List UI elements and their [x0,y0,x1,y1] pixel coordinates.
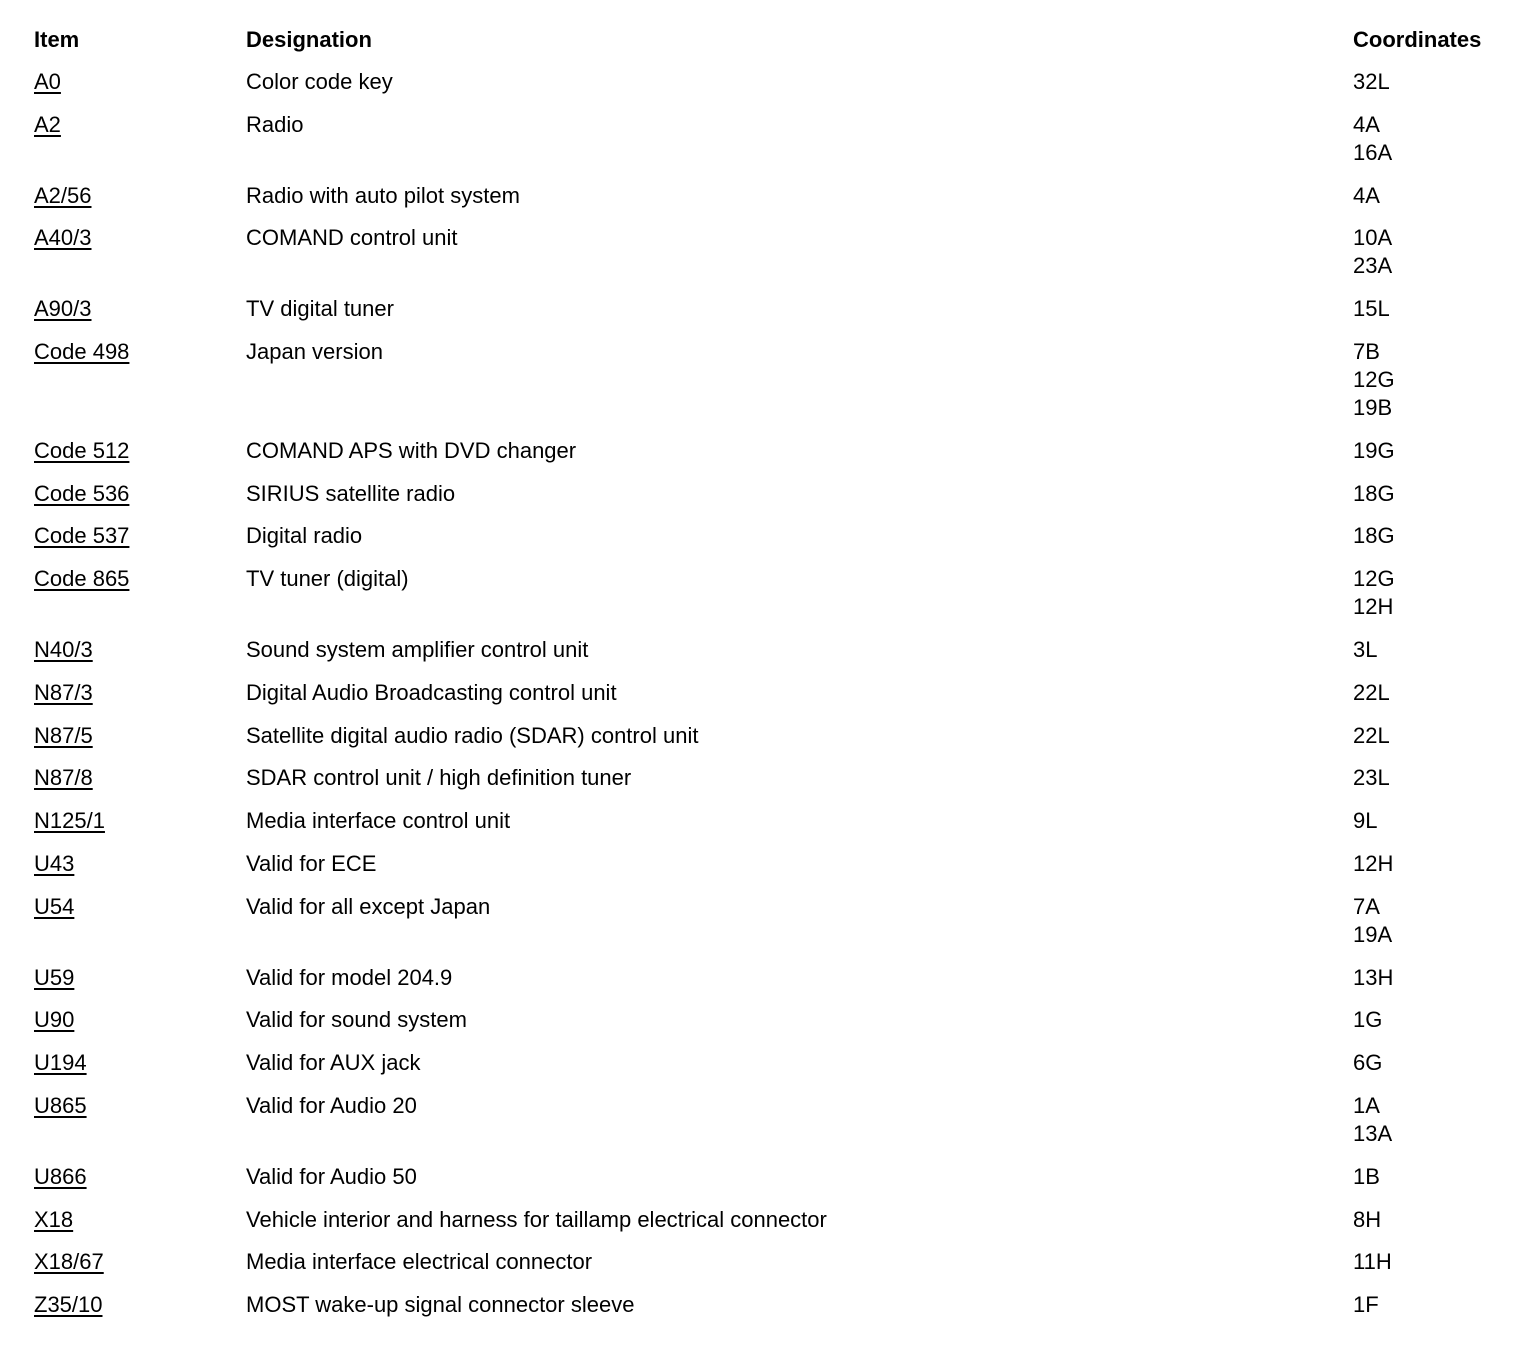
table-row [34,338,1513,437]
coordinate-value: 19B [1353,394,1393,420]
designation-cell: Valid for Audio 20 [246,1092,417,1118]
table-row [34,1291,1513,1334]
designation-cell: Japan version [246,338,383,364]
item-link[interactable]: N40/3 [34,636,93,662]
item-cell [34,1049,246,1092]
item-cell [34,893,246,964]
item-cell [34,850,246,893]
item-cell [34,764,246,807]
item-link[interactable]: Code 537 [34,523,130,549]
designation-cell: Digital Audio Broadcasting control unit [246,679,617,705]
coordinates-column-header: Coordinates [1353,27,1482,52]
designation-cell: Valid for Audio 50 [246,1163,417,1189]
coordinate-value: 23A [1353,253,1393,279]
table-row [34,1049,1513,1092]
item-cell [34,437,246,480]
item-link[interactable]: Code 865 [34,566,130,592]
coordinate-value: 13H [1353,964,1394,990]
designation-cell: Media interface electrical connector [246,1249,593,1275]
item-cell [34,1206,246,1249]
coordinate-value: 13A [1353,1120,1393,1146]
coordinate-value: 15L [1353,296,1390,322]
table-row [34,437,1513,480]
designation-cell: COMAND control unit [246,225,458,251]
item-cell [34,1248,246,1291]
item-cell [34,68,246,111]
designation-cell: TV tuner (digital) [246,566,409,592]
designation-cell: TV digital tuner [246,296,394,322]
table-row [34,1248,1513,1291]
item-cell [34,480,246,523]
table-row [34,1006,1513,1049]
coordinate-value: 12G [1353,566,1395,592]
coordinate-value: 22L [1353,679,1390,705]
component-legend-table [34,26,1513,1334]
item-cell [34,679,246,722]
item-cell [34,807,246,850]
table-row [34,1092,1513,1163]
coordinate-value: 12G [1353,366,1395,392]
designation-cell: Vehicle interior and harness for taillamp electrical connector [246,1206,827,1232]
coordinates-cell [1353,807,1513,850]
coordinate-value: 10A [1353,225,1393,251]
coordinates-cell [1353,636,1513,679]
table-row [34,636,1513,679]
item-cell [34,111,246,182]
coordinates-cell [1353,480,1513,523]
item-cell [34,722,246,765]
header-row [34,26,1513,68]
table-row [34,295,1513,338]
item-link[interactable]: A90/3 [34,296,92,322]
table-row [34,679,1513,722]
coordinates-cell [1353,1248,1513,1291]
item-link[interactable]: X18 [34,1206,74,1232]
designation-cell: Valid for sound system [246,1007,467,1033]
coordinates-cell [1353,1291,1513,1334]
table-row [34,964,1513,1007]
item-link[interactable]: Z35/10 [34,1292,103,1318]
designation-cell: Satellite digital audio radio (SDAR) control unit [246,722,699,748]
item-link[interactable]: N125/1 [34,808,105,834]
item-cell [34,1163,246,1206]
item-cell [34,565,246,636]
designation-cell: MOST wake-up signal connector sleeve [246,1292,635,1318]
item-link[interactable]: Code 536 [34,480,130,506]
coordinates-cell [1353,338,1513,437]
coordinate-value: 4A [1353,182,1380,208]
item-link[interactable]: U43 [34,850,75,876]
item-link[interactable]: U90 [34,1007,75,1033]
coordinates-cell [1353,964,1513,1007]
designation-column-header: Designation [246,27,372,52]
coordinate-value: 32L [1353,69,1390,94]
item-cell [34,636,246,679]
item-cell [34,522,246,565]
designation-cell: Media interface control unit [246,808,511,834]
coordinate-value: 19A [1353,921,1393,947]
table-row [34,111,1513,182]
designation-cell: Valid for ECE [246,850,377,876]
coordinate-value: 18G [1353,523,1395,549]
coordinates-cell [1353,679,1513,722]
coordinates-cell [1353,295,1513,338]
coordinates-cell [1353,722,1513,765]
coordinate-value: 22L [1353,722,1390,748]
designation-cell: COMAND APS with DVD changer [246,437,577,463]
coordinates-cell [1353,1006,1513,1049]
coordinates-cell [1353,565,1513,636]
item-cell [34,1006,246,1049]
coordinate-value: 1A [1353,1092,1380,1118]
coordinate-value: 7A [1353,893,1380,919]
coordinate-value: 7B [1353,338,1380,364]
table-row [34,764,1513,807]
coordinate-value: 1B [1353,1163,1380,1189]
item-cell [34,964,246,1007]
coordinates-cell [1353,1206,1513,1249]
item-link[interactable]: U866 [34,1163,87,1189]
item-link[interactable]: Code 512 [34,437,130,463]
coordinates-cell [1353,850,1513,893]
coordinates-cell [1353,68,1513,111]
table-row [34,807,1513,850]
table-row [34,522,1513,565]
coordinate-value: 8H [1353,1206,1382,1232]
table-row [34,1163,1513,1206]
coordinates-cell [1353,224,1513,295]
coordinates-cell [1353,1092,1513,1163]
designation-cell: Valid for AUX jack [246,1050,421,1076]
coordinate-value: 9L [1353,808,1378,834]
item-link[interactable]: A40/3 [34,225,92,251]
item-cell [34,182,246,225]
coordinate-value: 4A [1353,111,1380,137]
coordinate-value: 3L [1353,636,1378,662]
coordinate-value: 1F [1353,1292,1379,1318]
table-row [34,68,1513,111]
coordinate-value: 23L [1353,765,1390,791]
item-cell [34,1291,246,1334]
item-cell [34,224,246,295]
coordinate-value: 11H [1353,1249,1392,1275]
coordinate-value: 1G [1353,1007,1383,1033]
item-link[interactable]: N87/5 [34,722,93,748]
coordinates-cell [1353,437,1513,480]
item-cell [34,295,246,338]
table-row [34,182,1513,225]
table-row [34,565,1513,636]
coordinates-cell [1353,893,1513,964]
coordinates-cell [1353,111,1513,182]
item-link[interactable]: X18/67 [34,1249,104,1275]
item-column-header: Item [34,27,80,52]
item-link[interactable]: A2/56 [34,182,92,208]
table-row [34,893,1513,964]
coordinates-cell [1353,764,1513,807]
designation-cell: Radio with auto pilot system [246,182,520,208]
item-link[interactable]: N87/3 [34,679,93,705]
item-link[interactable]: A0 [34,69,61,94]
item-link[interactable]: U194 [34,1050,87,1076]
item-link[interactable]: Code 498 [34,338,130,364]
item-cell [34,338,246,437]
table-row [34,1206,1513,1249]
coordinate-value: 12H [1353,850,1394,876]
coordinate-value: 12H [1353,594,1394,620]
designation-cell: Radio [246,111,304,137]
designation-cell: SDAR control unit / high definition tuner [246,765,632,791]
designation-cell: Valid for model 204.9 [246,964,453,990]
item-link[interactable]: U59 [34,964,75,990]
coordinates-cell [1353,1049,1513,1092]
coordinates-cell [1353,522,1513,565]
coordinate-value: 18G [1353,480,1395,506]
coordinate-value: 16A [1353,139,1393,165]
designation-cell: Valid for all except Japan [246,893,491,919]
coordinate-value: 6G [1353,1050,1383,1076]
item-cell [34,1092,246,1163]
coordinates-cell [1353,1163,1513,1206]
item-link[interactable]: U865 [34,1092,87,1118]
legend-body [34,68,1513,1334]
designation-cell: Sound system amplifier control unit [246,636,589,662]
coordinate-value: 19G [1353,437,1395,463]
table-row [34,722,1513,765]
item-link[interactable]: N87/8 [34,765,93,791]
table-row [34,224,1513,295]
table-row [34,850,1513,893]
item-link[interactable]: A2 [34,111,61,137]
designation-cell: Color code key [246,69,393,94]
designation-cell: Digital radio [246,523,363,549]
designation-cell: SIRIUS satellite radio [246,480,456,506]
table-row [34,480,1513,523]
coordinates-cell [1353,182,1513,225]
item-link[interactable]: U54 [34,893,75,919]
